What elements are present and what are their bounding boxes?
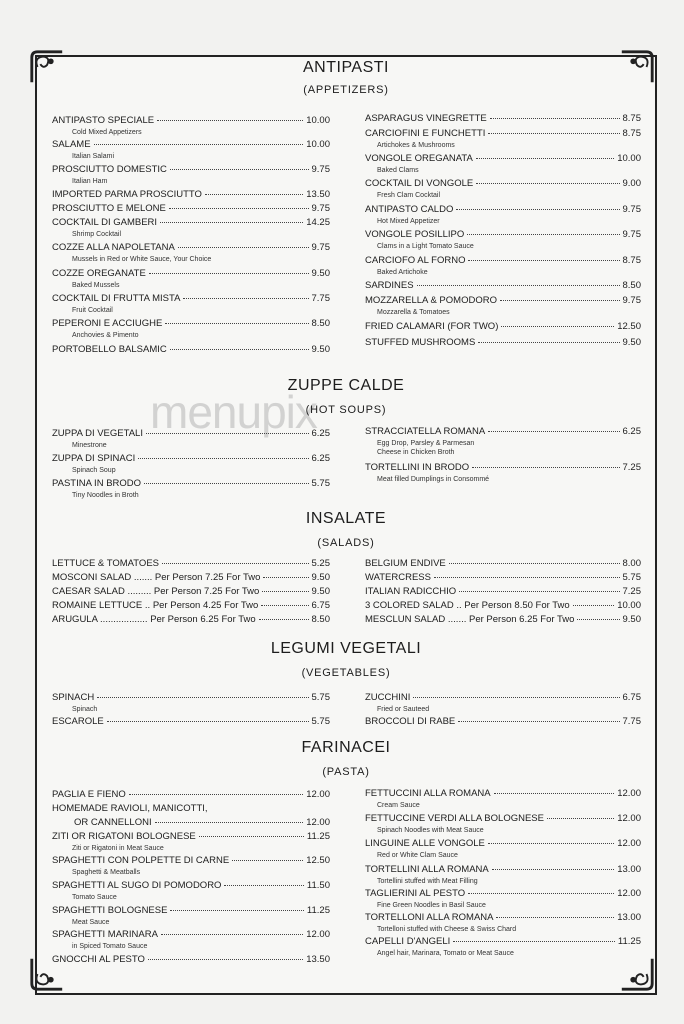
dot-leader xyxy=(413,697,619,698)
menu-item-price: 6.75 xyxy=(311,600,330,611)
menu-item xyxy=(365,864,641,878)
watermark-text: menupix xyxy=(150,386,317,438)
menu-item-name: ROMAINE LETTUCE .. Per Person 4.25 For Two xyxy=(52,600,259,611)
menu-item-name: COZZE ALLA NAPOLETANA xyxy=(52,242,175,253)
dot-leader xyxy=(170,169,309,170)
menu-item-description: Angel hair, Marinara, Tomato or Meat Sauce xyxy=(377,950,514,957)
dot-leader xyxy=(476,158,614,159)
menu-item-name: ANTIPASTO CALDO xyxy=(365,204,454,215)
menu-item-name: TORTELLINI ALLA ROMANA xyxy=(365,864,489,875)
menu-item-price: 10.00 xyxy=(617,153,641,164)
menu-item xyxy=(365,888,641,902)
dot-leader xyxy=(149,273,309,274)
menu-item-price: 12.50 xyxy=(617,321,641,332)
menu-item-name: ZUPPA DI SPINACI xyxy=(52,453,136,464)
menu-item xyxy=(52,164,330,178)
menu-item-name: PROSCIUTTO DOMESTIC xyxy=(52,164,167,175)
menu-item-price: 12.00 xyxy=(617,888,641,899)
menu-item-price: 5.25 xyxy=(311,558,330,569)
dot-leader xyxy=(501,326,614,327)
menu-item-name: ZITI OR RIGATONI BOLOGNESE xyxy=(52,831,196,842)
menu-item-description: Spinach xyxy=(72,706,98,713)
dot-leader xyxy=(224,885,303,886)
section-subtitle-zuppe: (HOT SOUPS) xyxy=(305,404,387,416)
menu-item xyxy=(365,614,641,628)
menu-item-price: 10.00 xyxy=(306,139,330,150)
menu-item-description: Baked Artichoke xyxy=(377,269,428,276)
menu-item xyxy=(52,880,330,894)
menu-item-price: 9.50 xyxy=(311,586,330,597)
menu-item xyxy=(365,229,641,243)
menu-item-price: 9.75 xyxy=(311,164,330,175)
dot-leader xyxy=(165,323,308,324)
dot-leader xyxy=(263,577,308,578)
menu-item-name: TAGLIERINI AL PESTO xyxy=(365,888,466,899)
dot-leader xyxy=(577,619,619,620)
menu-item-name: ZUPPA DI VEGETALI xyxy=(52,428,143,439)
section-subtitle-farinacei: (PASTA) xyxy=(322,766,370,778)
menu-item-price: 8.75 xyxy=(622,255,641,266)
dot-leader xyxy=(162,563,309,564)
menu-item-price: 6.25 xyxy=(311,453,330,464)
section-title-farinacei: FARINACEI xyxy=(301,739,391,756)
menu-item-price: 10.00 xyxy=(617,600,641,611)
menu-item-name: ASPARAGUS VINEGRETTE xyxy=(365,113,487,124)
menu-item-name: IMPORTED PARMA PROSCIUTTO xyxy=(52,189,202,200)
dot-leader xyxy=(492,869,614,870)
menu-item xyxy=(52,318,330,332)
dot-leader xyxy=(138,458,308,459)
menu-item-description: Fine Green Noodles in Basil Sauce xyxy=(377,902,486,909)
menu-item-name: PAGLIA E FIENO xyxy=(52,789,126,800)
dot-leader xyxy=(170,349,309,350)
menu-item-price: 9.50 xyxy=(622,337,641,348)
dot-leader xyxy=(169,208,309,209)
menu-item xyxy=(52,831,330,845)
menu-item-name: CARCIOFINI E FUNCHETTI xyxy=(365,128,486,139)
menu-item-description: Mozzarella & Tomatoes xyxy=(377,309,450,316)
dot-leader xyxy=(94,144,304,145)
menu-item xyxy=(52,203,330,217)
menu-item-price: 11.25 xyxy=(617,936,641,947)
menu-item-price: 8.75 xyxy=(622,128,641,139)
menu-item-description: Tiny Noodles in Broth xyxy=(72,492,139,499)
menu-item-name: ARUGULA .................. Per Person 6.25 For Two xyxy=(52,614,256,625)
dot-leader xyxy=(148,959,303,960)
section-title-antipasti: ANTIPASTI xyxy=(303,59,389,76)
dot-leader xyxy=(490,118,620,119)
menu-item xyxy=(365,838,641,852)
menu-item-price: 13.50 xyxy=(306,954,330,965)
menu-item-price: 6.25 xyxy=(311,428,330,439)
menu-item xyxy=(52,600,330,614)
menu-item xyxy=(365,558,641,572)
menu-item-price: 13.50 xyxy=(306,189,330,200)
menu-item-name: MESCLUN SALAD ....... Per Person 6.25 For Two xyxy=(365,614,575,625)
menu-item-description: Baked Mussels xyxy=(72,282,120,289)
menu-item-name: FETTUCCINE VERDI ALLA BOLOGNESE xyxy=(365,813,544,824)
menu-item-description: Ziti or Rigatoni in Meat Sauce xyxy=(72,845,164,852)
menu-item-price: 5.75 xyxy=(622,572,641,583)
dot-leader xyxy=(449,563,620,564)
menu-item-name: CARCIOFO AL FORNO xyxy=(365,255,466,266)
menu-item xyxy=(365,788,641,802)
menu-item-price: 6.75 xyxy=(622,692,641,703)
menu-item xyxy=(52,344,330,358)
menu-item-name: WATERCRESS xyxy=(365,572,431,583)
dot-leader xyxy=(161,934,303,935)
menu-item-description: Spaghetti & Meatballs xyxy=(72,869,141,876)
menu-item-name: STUFFED MUSHROOMS xyxy=(365,337,476,348)
menu-item-name: COCKTAIL DI VONGOLE xyxy=(365,178,474,189)
menu-item xyxy=(365,178,641,192)
menu-item-name: COCKTAIL DI GAMBERI xyxy=(52,217,158,228)
menu-item-price: 8.50 xyxy=(311,614,330,625)
menu-item-name: SARDINES xyxy=(365,280,414,291)
section-title-insalate: INSALATE xyxy=(305,510,387,527)
menu-item xyxy=(52,789,330,803)
menu-item xyxy=(365,280,641,294)
dot-leader xyxy=(478,342,619,343)
menu-item-name: TORTELLONI ALLA ROMANA xyxy=(365,912,494,923)
menu-item-name: CAPELLI D'ANGELI xyxy=(365,936,451,947)
menu-item xyxy=(52,614,330,628)
menu-item xyxy=(365,586,641,600)
menu-item-price: 9.75 xyxy=(311,203,330,214)
menu-item-description: Tortellini stuffed with Meat Filling xyxy=(377,878,478,885)
menu-item-name: TORTELLINI IN BRODO xyxy=(365,462,470,473)
menu-item-price: 5.75 xyxy=(311,692,330,703)
dot-leader xyxy=(500,300,620,301)
menu-item-name: COZZE OREGANATE xyxy=(52,268,146,279)
menu-item-description: Clams in a Light Tomato Sauce xyxy=(377,243,474,250)
dot-leader xyxy=(434,577,620,578)
menu-item xyxy=(365,813,641,827)
menu-item xyxy=(52,954,330,968)
dot-leader xyxy=(155,822,304,823)
dot-leader xyxy=(97,697,308,698)
menu-item-price: 13.00 xyxy=(617,912,641,923)
menu-item-price: 9.75 xyxy=(622,229,641,240)
menu-item-name: SPAGHETTI MARINARA xyxy=(52,929,158,940)
menu-item-name: GNOCCHI AL PESTO xyxy=(52,954,145,965)
menu-item-name: PEPERONI E ACCIUGHE xyxy=(52,318,163,329)
dot-leader xyxy=(262,591,308,592)
menu-item xyxy=(52,115,330,129)
menu-item-description: Red or White Clam Sauce xyxy=(377,852,458,859)
menu-item-description: Spinach Noodles with Meat Sauce xyxy=(377,827,484,834)
dot-leader xyxy=(472,467,619,468)
dot-leader xyxy=(468,893,614,894)
dot-leader xyxy=(476,183,619,184)
menu-item-price: 9.50 xyxy=(311,572,330,583)
menu-item xyxy=(52,453,330,467)
menu-item-price: 12.00 xyxy=(617,788,641,799)
menu-item-price: 8.50 xyxy=(311,318,330,329)
menu-item xyxy=(52,217,330,231)
menu-item xyxy=(365,153,641,167)
menu-item xyxy=(365,204,641,218)
menu-item xyxy=(52,268,330,282)
dot-leader xyxy=(129,794,303,795)
dot-leader xyxy=(468,260,619,261)
menu-item-name: BELGIUM ENDIVE xyxy=(365,558,446,569)
menu-item-price: 12.00 xyxy=(306,817,330,828)
menu-item-price: 9.50 xyxy=(311,344,330,355)
menu-item-description: Fresh Clam Cocktail xyxy=(377,192,441,199)
menu-item-name: MOSCONI SALAD ....... Per Person 7.25 For Two xyxy=(52,572,261,583)
menu-item xyxy=(52,905,330,919)
menu-item-name: OR CANNELLONI xyxy=(74,817,152,828)
menu-item-name: SPINACH xyxy=(52,692,95,703)
menu-item-name: SALAME xyxy=(52,139,91,150)
menu-item-description: Fruit Cocktail xyxy=(72,307,113,314)
menu-item-name: HOMEMADE RAVIOLI, MANICOTTI, xyxy=(52,803,208,814)
menu-item-price: 9.75 xyxy=(622,295,641,306)
menu-item xyxy=(365,462,641,476)
dot-leader xyxy=(467,234,619,235)
menu-item-name: STRACCIATELLA ROMANA xyxy=(365,426,486,437)
menu-item-description: Minestrone xyxy=(72,442,107,449)
menu-item-price: 5.75 xyxy=(311,716,330,727)
menu-item xyxy=(365,426,641,440)
dot-leader xyxy=(157,120,303,121)
menu-item-price: 11.25 xyxy=(306,905,330,916)
section-title-legumi: LEGUMI VEGETALI xyxy=(270,640,422,657)
menu-item-description: Egg Drop, Parsley & Parmesan xyxy=(377,440,475,447)
menu-item-description: Italian Ham xyxy=(72,178,108,185)
menu-item-description: Artichokes & Mushrooms xyxy=(377,142,455,149)
menu-item-description: Hot Mixed Appetizer xyxy=(377,218,440,225)
menu-item-price: 7.75 xyxy=(311,293,330,304)
menu-item xyxy=(365,113,641,127)
menu-item xyxy=(52,929,330,943)
dot-leader xyxy=(146,433,309,434)
menu-item-name: ANTIPASTO SPECIALE xyxy=(52,115,155,126)
menu-item xyxy=(52,692,330,706)
menu-item-price: 12.00 xyxy=(306,789,330,800)
menu-item xyxy=(365,912,641,926)
corner-ornament-icon xyxy=(618,955,656,993)
menu-item-name: ESCAROLE xyxy=(52,716,104,727)
menu-item-price: 12.00 xyxy=(617,813,641,824)
menu-item-name: SPAGHETTI CON POLPETTE DI CARNE xyxy=(52,855,230,866)
menu-item-price: 8.75 xyxy=(622,113,641,124)
menu-item xyxy=(52,803,330,817)
menu-item-price: 8.00 xyxy=(622,558,641,569)
dot-leader xyxy=(547,818,614,819)
menu-item-name: LETTUCE & TOMATOES xyxy=(52,558,159,569)
menu-item-description: Mussels in Red or White Sauce, Your Choice xyxy=(72,256,212,263)
dot-leader xyxy=(178,247,309,248)
dot-leader xyxy=(417,285,620,286)
menu-item xyxy=(52,428,330,442)
menu-item-price: 9.50 xyxy=(622,614,641,625)
menu-item-price: 11.25 xyxy=(306,831,330,842)
section-subtitle-antipasti: (APPETIZERS) xyxy=(303,84,389,96)
dot-leader xyxy=(496,917,614,918)
dot-leader xyxy=(205,194,303,195)
menu-item xyxy=(365,255,641,269)
menu-item-name: BROCCOLI DI RABE xyxy=(365,716,456,727)
menu-item-price: 10.00 xyxy=(306,115,330,126)
menu-item xyxy=(365,295,641,309)
menu-item xyxy=(52,855,330,869)
menu-item-price: 8.50 xyxy=(622,280,641,291)
dot-leader xyxy=(458,721,619,722)
menu-item xyxy=(365,716,641,730)
menu-item-description: Anchovies & Pimento xyxy=(72,332,139,339)
menu-item-price: 6.25 xyxy=(622,426,641,437)
menu-item-description: Cheese in Chicken Broth xyxy=(377,449,455,456)
menu-item-description: Tomato Sauce xyxy=(72,894,117,901)
menu-item-description: Tortelloni stuffed with Cheese & Swiss Chard xyxy=(377,926,517,933)
menu-item-name: PROSCIUTTO E MELONE xyxy=(52,203,166,214)
menu-item-name: LINGUINE ALLE VONGOLE xyxy=(365,838,485,849)
menu-item xyxy=(52,558,330,572)
menu-item-description: Spinach Soup xyxy=(72,467,116,474)
menu-item xyxy=(365,692,641,706)
dot-leader xyxy=(488,431,619,432)
menu-item-description: Meat filled Dumplings in Consommé xyxy=(377,476,490,483)
menu-item xyxy=(365,321,641,335)
menu-item-price: 7.75 xyxy=(622,716,641,727)
dot-leader xyxy=(107,721,309,722)
menu-item xyxy=(52,242,330,256)
menu-item-name: FRIED CALAMARI (FOR TWO) xyxy=(365,321,499,332)
menu-item xyxy=(74,817,330,831)
menu-item-price: 9.00 xyxy=(622,178,641,189)
menu-item-name: ITALIAN RADICCHIO xyxy=(365,586,457,597)
dot-leader xyxy=(488,843,614,844)
menu-item-name: SPAGHETTI AL SUGO DI POMODORO xyxy=(52,880,222,891)
menu-item xyxy=(52,189,330,203)
dot-leader xyxy=(573,605,615,606)
menu-item xyxy=(365,600,641,614)
menu-item-name: VONGOLE POSILLIPO xyxy=(365,229,465,240)
menu-item-price: 9.75 xyxy=(622,204,641,215)
menu-item-description: in Spiced Tomato Sauce xyxy=(72,943,148,950)
menu-item xyxy=(52,478,330,492)
menu-item-price: 9.75 xyxy=(311,242,330,253)
menu-item-price: 12.00 xyxy=(306,929,330,940)
menu-item-name: SPAGHETTI BOLOGNESE xyxy=(52,905,168,916)
dot-leader xyxy=(170,910,303,911)
menu-item-name: VONGOLE OREGANATA xyxy=(365,153,473,164)
dot-leader xyxy=(459,591,619,592)
menu-item xyxy=(52,572,330,586)
menu-item-description: Fried or Sauteed xyxy=(377,706,430,713)
menu-item-name: CAESAR SALAD ......... Per Person 7.25 For Two xyxy=(52,586,260,597)
menu-item xyxy=(365,936,641,950)
menu-item-description: Cold Mixed Appetizers xyxy=(72,129,142,136)
dot-leader xyxy=(494,793,615,794)
menu-item xyxy=(52,293,330,307)
menu-item xyxy=(365,572,641,586)
menu-item xyxy=(52,586,330,600)
menu-item-description: Baked Clams xyxy=(377,167,419,174)
menu-item xyxy=(52,139,330,153)
menu-item-price: 14.25 xyxy=(306,217,330,228)
menu-item-name: MOZZARELLA & POMODORO xyxy=(365,295,497,306)
dot-leader xyxy=(453,941,615,942)
section-subtitle-insalate: (SALADS) xyxy=(317,537,375,549)
menu-item-name: 3 COLORED SALAD .. Per Person 8.50 For Two xyxy=(365,600,570,611)
dot-leader xyxy=(259,619,309,620)
menu-item-price: 9.50 xyxy=(311,268,330,279)
menu-item-description: Shrimp Cocktail xyxy=(72,231,122,238)
menu-item-price: 12.00 xyxy=(617,838,641,849)
dot-leader xyxy=(232,860,303,861)
menu-item-price: 11.50 xyxy=(306,880,330,891)
menu-item-description: Italian Salami xyxy=(72,153,115,160)
menu-item xyxy=(365,128,641,142)
menu-item-price: 12.50 xyxy=(306,855,330,866)
dot-leader xyxy=(261,605,308,606)
dot-leader xyxy=(160,222,303,223)
menu-item-price: 5.75 xyxy=(311,478,330,489)
menu-item-name: FETTUCCINI ALLA ROMANA xyxy=(365,788,491,799)
dot-leader xyxy=(199,836,304,837)
dot-leader xyxy=(456,209,619,210)
menu-item-price: 7.25 xyxy=(622,462,641,473)
dot-leader xyxy=(183,298,308,299)
menu-item-price: 13.00 xyxy=(617,864,641,875)
dot-leader xyxy=(488,133,619,134)
dot-leader xyxy=(144,483,308,484)
menu-item-name: PORTOBELLO BALSAMIC xyxy=(52,344,167,355)
menu-item-price: 7.25 xyxy=(622,586,641,597)
menu-item xyxy=(365,337,641,351)
section-title-zuppe: ZUPPE CALDE xyxy=(287,377,405,394)
section-subtitle-legumi: (VEGETABLES) xyxy=(301,667,391,679)
menu-item-name: COCKTAIL DI FRUTTA MISTA xyxy=(52,293,181,304)
menu-item-name: ZUCCHINI xyxy=(365,692,411,703)
menu-item-description: Cream Sauce xyxy=(377,802,420,809)
menu-item-description: Meat Sauce xyxy=(72,919,110,926)
menu-item-name: PASTINA IN BRODO xyxy=(52,478,142,489)
menu-item xyxy=(52,716,330,730)
